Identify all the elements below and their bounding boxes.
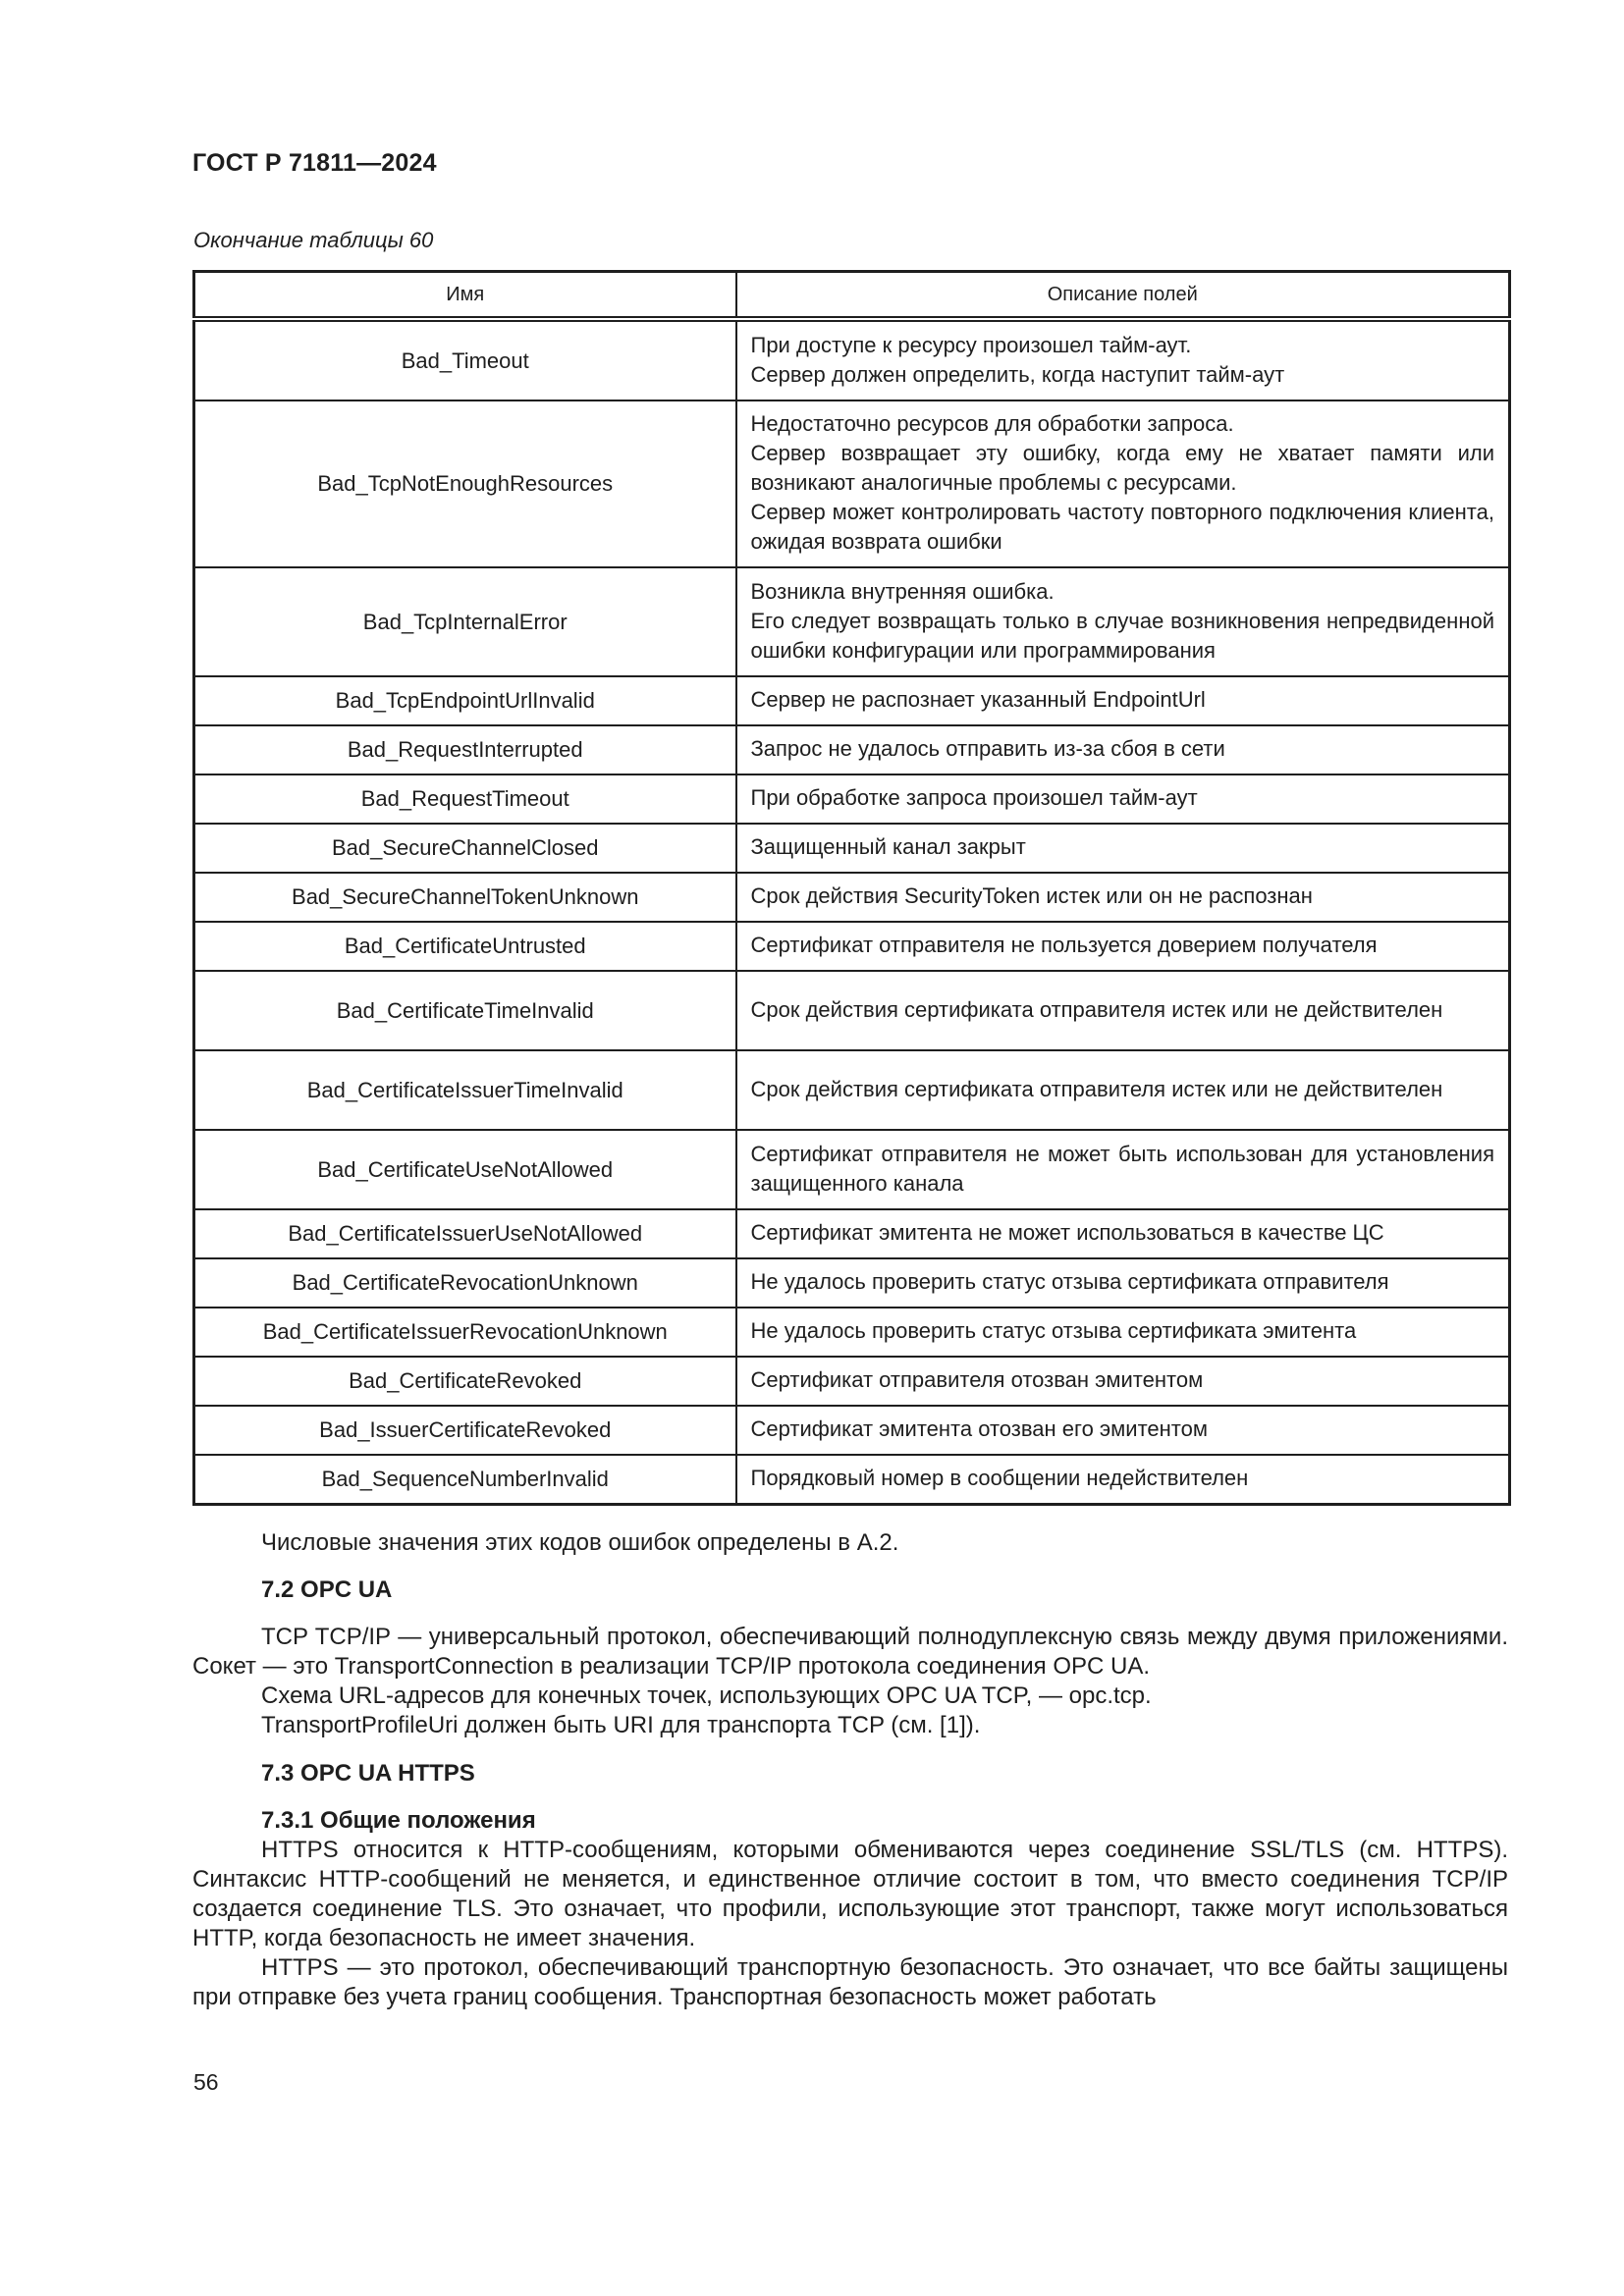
table-row — [194, 400, 1510, 567]
error-description: Сертификат эмитента отозван его эмитентом — [736, 1406, 1510, 1455]
table-row — [194, 676, 1510, 725]
error-name: Bad_SequenceNumberInvalid — [194, 1455, 736, 1505]
table-row — [194, 1357, 1510, 1406]
table-row — [194, 567, 1510, 676]
column-header-description: Описание полей — [736, 272, 1510, 320]
error-name: Bad_RequestTimeout — [194, 774, 736, 824]
error-description: Срок действия сертификата отправителя истек или не действителен — [736, 1050, 1510, 1130]
error-name: Bad_TcpInternalError — [194, 567, 736, 676]
paragraph: TCP TCP/IP — универсальный протокол, обеспечивающий полнодуплексную связь между двумя приложениями. Сокет — это TransportConnection в реализации TCP/IP протокола соединения OPC UA. — [192, 1624, 1508, 1680]
error-description: Не удалось проверить статус отзыва сертификата отправителя — [736, 1258, 1510, 1308]
table-row — [194, 1130, 1510, 1209]
table-row — [194, 774, 1510, 824]
table-row — [194, 971, 1510, 1050]
table-row — [194, 873, 1510, 922]
error-name: Bad_SecureChannelClosed — [194, 824, 736, 873]
error-description: При обработке запроса произошел тайм-аут — [736, 774, 1510, 824]
error-name: Bad_CertificateTimeInvalid — [194, 971, 736, 1050]
paragraph: HTTPS — это протокол, обеспечивающий транспортную безопасность. Это означает, что все байты защищены при отправке без учета границ сообщения. Транспортная безопасность может работать — [192, 1954, 1508, 2010]
column-header-name: Имя — [194, 272, 736, 320]
error-name: Bad_CertificateIssuerUseNotAllowed — [194, 1209, 736, 1258]
paragraph: HTTPS относится к HTTP-сообщениям, которыми обмениваются через соединение SSL/TLS (см. HTTPS). Синтаксис HTTP-сообщений не меняется, и единственное отличие состоит в том, что вместо соединения TCP/IP создается соединение TLS. Это означает, что профили, использующие этот транспорт, также могут использоваться HTTP, когда безопасность не имеет значения. — [192, 1837, 1508, 1951]
error-description: Защищенный канал закрыт — [736, 824, 1510, 873]
table-row — [194, 1406, 1510, 1455]
error-description: Сервер не распознает указанный EndpointUrl — [736, 676, 1510, 725]
body-text — [192, 1528, 1508, 2012]
error-name: Bad_Timeout — [194, 319, 736, 400]
error-name: Bad_SecureChannelTokenUnknown — [194, 873, 736, 922]
error-description: Не удалось проверить статус отзыва сертификата эмитента — [736, 1308, 1510, 1357]
table-row — [194, 922, 1510, 971]
error-name: Bad_CertificateUseNotAllowed — [194, 1130, 736, 1209]
table-row — [194, 1455, 1510, 1505]
error-description: Возникла внутренняя ошибка. Его следует возвращать только в случае возникновения непредвиденной ошибки конфигурации или программирования — [736, 567, 1510, 676]
error-description: Запрос не удалось отправить из-за сбоя в сети — [736, 725, 1510, 774]
paragraph: TransportProfileUri должен быть URI для транспорта TCP (см. [1]). — [261, 1712, 981, 1738]
error-name: Bad_CertificateRevocationUnknown — [194, 1258, 736, 1308]
paragraph: Схема URL-адресов для конечных точек, использующих OPC UA TCP, — opc.tcp. — [261, 1682, 1152, 1709]
table-row — [194, 1258, 1510, 1308]
page-number: 56 — [193, 2069, 219, 2095]
error-description: Сертификат отправителя не может быть использован для установления защищенного канала — [736, 1130, 1510, 1209]
table-caption: Окончание таблицы 60 — [193, 228, 434, 252]
table-row — [194, 1050, 1510, 1130]
error-name: Bad_CertificateUntrusted — [194, 922, 736, 971]
error-name: Bad_TcpEndpointUrlInvalid — [194, 676, 736, 725]
error-description: Сертификат отправителя отозван эмитентом — [736, 1357, 1510, 1406]
subsection-heading-7-3-1: 7.3.1 Общие положения — [261, 1807, 536, 1834]
error-description: Сертификат эмитента не может использоваться в качестве ЦС — [736, 1209, 1510, 1258]
table-header-row — [194, 272, 1510, 320]
document-code: ГОСТ Р 71811—2024 — [192, 149, 437, 177]
error-name: Bad_CertificateRevoked — [194, 1357, 736, 1406]
error-description: Сертификат отправителя не пользуется доверием получателя — [736, 922, 1510, 971]
error-codes-table — [192, 270, 1511, 1506]
error-name: Bad_CertificateIssuerTimeInvalid — [194, 1050, 736, 1130]
note-paragraph: Числовые значения этих кодов ошибок определены в А.2. — [261, 1529, 899, 1556]
error-description: Срок действия сертификата отправителя истек или не действителен — [736, 971, 1510, 1050]
error-description: Порядковый номер в сообщении недействителен — [736, 1455, 1510, 1505]
section-heading-7-2: 7.2 OPC UA — [261, 1576, 393, 1603]
table-row — [194, 319, 1510, 400]
table-row — [194, 725, 1510, 774]
error-description: Недостаточно ресурсов для обработки запроса. Сервер возвращает эту ошибку, когда ему не хватает памяти или возникают аналогичные проблемы с ресурсами. Сервер может контролировать частоту повторного подключения клиента, ожидая возврата ошибки — [736, 400, 1510, 567]
error-name: Bad_CertificateIssuerRevocationUnknown — [194, 1308, 736, 1357]
section-heading-7-3: 7.3 OPC UA HTTPS — [261, 1760, 475, 1787]
error-name: Bad_TcpNotEnoughResources — [194, 400, 736, 567]
error-description: Срок действия SecurityToken истек или он не распознан — [736, 873, 1510, 922]
table-row — [194, 1209, 1510, 1258]
error-name: Bad_IssuerCertificateRevoked — [194, 1406, 736, 1455]
table-row — [194, 824, 1510, 873]
error-description: При доступе к ресурсу произошел тайм-аут. Сервер должен определить, когда наступит тайм-аут — [736, 319, 1510, 400]
error-name: Bad_RequestInterrupted — [194, 725, 736, 774]
table-row — [194, 1308, 1510, 1357]
